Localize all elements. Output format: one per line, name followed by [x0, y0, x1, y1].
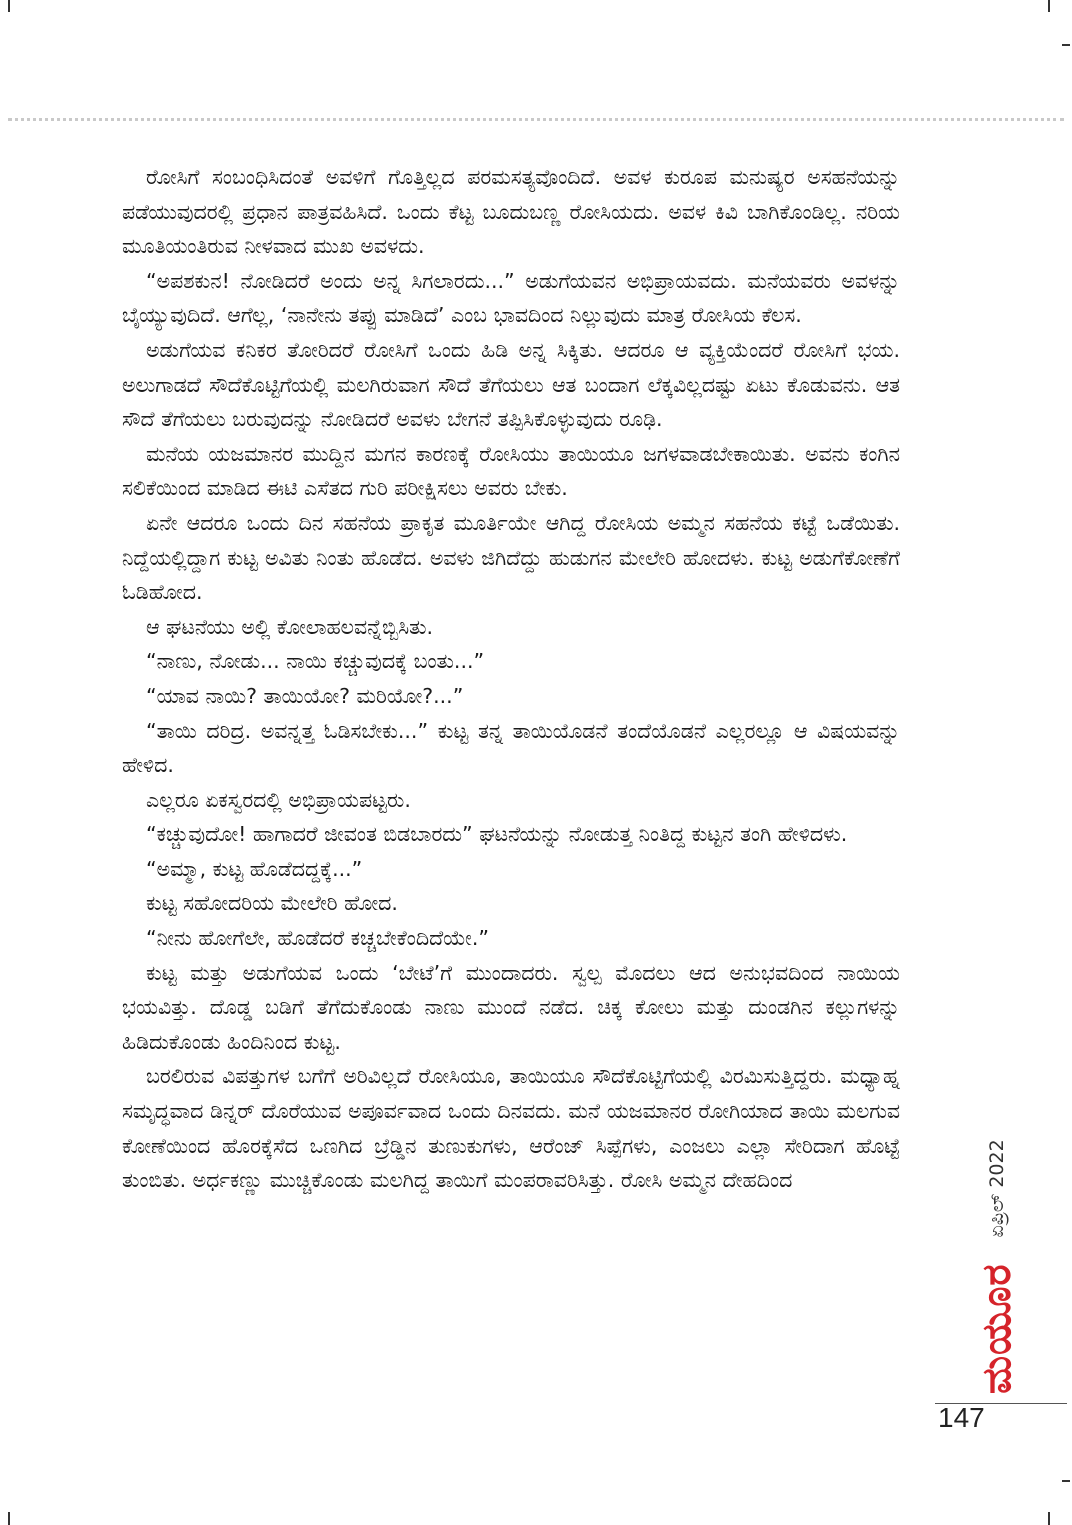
paragraph: ಎಲ್ಲರೂ ಏಕಸ್ವರದಲ್ಲಿ ಅಭಿಪ್ರಾಯಪಟ್ಟರು. [146, 787, 411, 812]
article-body [122, 160, 900, 1198]
paragraph: “ಅಪಶಕುನ! ನೋಡಿದರೆ ಅಂದು ಅನ್ನ ಸಿಗಲಾರದು...” ಅಡುಗೆಯವನ ಅಭಿಪ್ರಾಯವದು. ಮನೆಯವರು ಅವಳನ್ನು ಬೈಯ್ಯುವುದಿದೆ. ಆಗೆಲ್ಲ, ‘ನಾನೇನು ತಪ್ಪು ಮಾಡಿದೆ’ ಎಂಬ ಭಾವದಿಂದ ನಿಲ್ಲುವುದು ಮಾತ್ರ ರೋಸಿಯ ಕೆಲಸ. [122, 268, 900, 328]
paragraph: ಏನೇ ಆದರೂ ಒಂದು ದಿನ ಸಹನೆಯ ಪ್ರಾಕೃತ ಮೂರ್ತಿಯೇ ಆಗಿದ್ದ ರೋಸಿಯ ಅಮ್ಮನ ಸಹನೆಯ ಕಟ್ಟೆ ಒಡೆಯಿತು. ನಿದ್ದೆಯಲ್ಲಿದ್ದಾಗ ಕುಟ್ಟ ಅವಿತು ನಿಂತು ಹೊಡೆದ. ಅವಳು ಜಿಗಿದೆದ್ದು ಹುಡುಗನ ಮೇಲೇರಿ ಹೋದಳು. ಕುಟ್ಟ ಅಡುಗೆಕೋಣೆಗೆ ಓಡಿಹೋದ. [122, 510, 900, 605]
crop-mark-right-lower [1062, 1480, 1070, 1482]
page-number: 147 [938, 1402, 985, 1433]
paragraph: ಬರಲಿರುವ ವಿಪತ್ತುಗಳ ಬಗೆಗೆ ಅರಿವಿಲ್ಲದೆ ರೋಸಿಯೂ, ತಾಯಿಯೂ ಸೌದೆಕೊಟ್ಟಿಗೆಯಲ್ಲಿ ವಿರಮಿಸುತ್ತಿದ್ದರು. ಮಧ್ಯಾಹ್ನ ಸಮೃದ್ಧವಾದ ಡಿನ್ನರ್ ದೊರೆಯುವ ಅಪೂರ್ವವಾದ ಒಂದು ದಿನವದು. ಮನೆ ಯಜಮಾನರ ರೋಗಿಯಾದ ತಾಯಿ ಮಲಗುವ ಕೋಣೆಯಿಂದ ಹೊರಕ್ಕೆಸೆದ ಒಣಗಿದ ಬ್ರೆಡ್ಡಿನ ತುಣುಕುಗಳು, ಆರೆಂಜ್ ಸಿಪ್ಪೆಗಳು, ಎಂಜಲು ಎಲ್ಲಾ ಸೇರಿದಾಗ ಹೊಟ್ಟೆ ತುಂಬಿತು. ಅರ್ಧಕಣ್ಣು ಮುಚ್ಚಿಕೊಂಡು ಮಲಗಿದ್ದ ತಾಯಿಗೆ ಮಂಪರಾವರಿಸಿತ್ತು. ರೋಸಿ ಅಮ್ಮನ ದೇಹದಿಂದ [122, 1064, 900, 1193]
paragraph: “ನೀನು ಹೋಗೆಲೇ, ಹೊಡೆದರೆ ಕಚ್ಚಬೇಕೆಂದಿದೆಯೇ.” [146, 926, 489, 951]
paragraph: ಕುಟ್ಟ ಸಹೋದರಿಯ ಮೇಲೇರಿ ಹೋದ. [146, 891, 398, 916]
crop-mark-top-left [8, 0, 10, 12]
paragraph: ಮನೆಯ ಯಜಮಾನರ ಮುದ್ದಿನ ಮಗನ ಕಾರಣಕ್ಕೆ ರೋಸಿಯು ತಾಯಿಯೂ ಜಗಳವಾಡಬೇಕಾಯಿತು. ಅವನು ಕಂಗಿನ ಸಲಿಕೆಯಿಂದ ಮಾಡಿದ ಈಟಿ ಎಸೆತದ ಗುರಿ ಪರೀಕ್ಷಿಸಲು ಅವರು ಬೇಕು. [122, 441, 900, 501]
crop-mark-bottom-left [8, 1512, 10, 1525]
issue-date: ಏಪ್ರಿಲ್ 2022 [986, 1139, 1008, 1238]
magazine-name: ಮಯೂರ [974, 1263, 1020, 1394]
paragraph: “ಅಮ್ಮಾ, ಕುಟ್ಟ ಹೊಡೆದದ್ದಕ್ಕೆ...” [146, 856, 363, 881]
crop-mark-right-upper [1062, 44, 1070, 46]
crop-mark-bottom-right [1048, 1512, 1050, 1525]
paragraph: ಆ ಘಟನೆಯು ಅಲ್ಲಿ ಕೋಲಾಹಲವನ್ನೆಬ್ಬಿಸಿತು. [146, 614, 433, 639]
paragraph: “ನಾಣು, ನೋಡು... ನಾಯಿ ಕಚ್ಚುವುದಕ್ಕೆ ಬಂತು...” [146, 649, 485, 674]
magazine-sidebar [958, 1104, 1020, 1394]
paragraph: “ಕಚ್ಚುವುದೋ! ಹಾಗಾದರೆ ಜೀವಂತ ಬಿಡಬಾರದು” ಘಟನೆಯನ್ನು ನೋಡುತ್ತ ನಿಂತಿದ್ದ ಕುಟ್ಟನ ತಂಗಿ ಹೇಳಿದಳು. [146, 822, 848, 847]
paragraph: ಅಡುಗೆಯವ ಕನಿಕರ ತೋರಿದರೆ ರೋಸಿಗೆ ಒಂದು ಹಿಡಿ ಅನ್ನ ಸಿಕ್ಕಿತು. ಆದರೂ ಆ ವ್ಯಕ್ತಿಯೆಂದರೆ ರೋಸಿಗೆ ಭಯ. ಅಲುಗಾಡದೆ ಸೌದೆಕೊಟ್ಟಿಗೆಯಲ್ಲಿ ಮಲಗಿರುವಾಗ ಸೌದೆ ತೆಗೆಯಲು ಆತ ಬಂದಾಗ ಲೆಕ್ಕವಿಲ್ಲದಷ್ಟು ಏಟು ಕೊಡುವನು. ಆತ ಸೌದೆ ತೆಗೆಯಲು ಬರುವುದನ್ನು ನೋಡಿದರೆ ಅವಳು ಬೇಗನೆ ತಪ್ಪಿಸಿಕೊಳ್ಳುವುದು ರೂಢಿ. [122, 337, 900, 432]
paragraph: ಕುಟ್ಟ ಮತ್ತು ಅಡುಗೆಯವ ಒಂದು ‘ಬೇಟೆ’ಗೆ ಮುಂದಾದರು. ಸ್ವಲ್ಪ ಮೊದಲು ಆದ ಅನುಭವದಿಂದ ನಾಯಿಯ ಭಯವಿತ್ತು. ದೊಡ್ಡ ಬಡಿಗೆ ತೆಗೆದುಕೊಂಡು ನಾಣು ಮುಂದೆ ನಡೆದ. ಚಿಕ್ಕ ಕೋಲು ಮತ್ತು ದುಂಡಗಿನ ಕಲ್ಲುಗಳನ್ನು ಹಿಡಿದುಕೊಂಡು ಹಿಂದಿನಿಂದ ಕುಟ್ಟ. [122, 960, 900, 1054]
header-dotted-rule [8, 118, 1064, 121]
paragraph: “ತಾಯಿ ದರಿದ್ರ. ಅವನ್ನತ್ತ ಓಡಿಸಬೇಕು...” ಕುಟ್ಟ ತನ್ನ ತಾಯಿಯೊಡನೆ ತಂದೆಯೊಡನೆ ಎಲ್ಲರಲ್ಲೂ ಆ ವಿಷಯವನ್ನು ಹೇಳಿದ. [122, 718, 900, 778]
crop-mark-top-right [1048, 0, 1050, 12]
paragraph: ರೋಸಿಗೆ ಸಂಬಂಧಿಸಿದಂತೆ ಅವಳಿಗೆ ಗೊತ್ತಿಲ್ಲದ ಪರಮಸತ್ಯವೊಂದಿದೆ. ಅವಳ ಕುರೂಪ ಮನುಷ್ಯರ ಅಸಹನೆಯನ್ನು ಪಡೆಯುವುದರಲ್ಲಿ ಪ್ರಧಾನ ಪಾತ್ರವಹಿಸಿದೆ. ಒಂದು ಕೆಟ್ಟ ಬೂದುಬಣ್ಣ ರೋಸಿಯದು. ಅವಳ ಕಿವಿ ಬಾಗಿಕೊಂಡಿಲ್ಲ. ನರಿಯ ಮೂತಿಯಂತಿರುವ ನೀಳವಾದ ಮುಖ ಅವಳದು. [122, 165, 900, 259]
paragraph: “ಯಾವ ನಾಯಿ? ತಾಯಿಯೋ? ಮರಿಯೋ?...” [146, 683, 464, 708]
